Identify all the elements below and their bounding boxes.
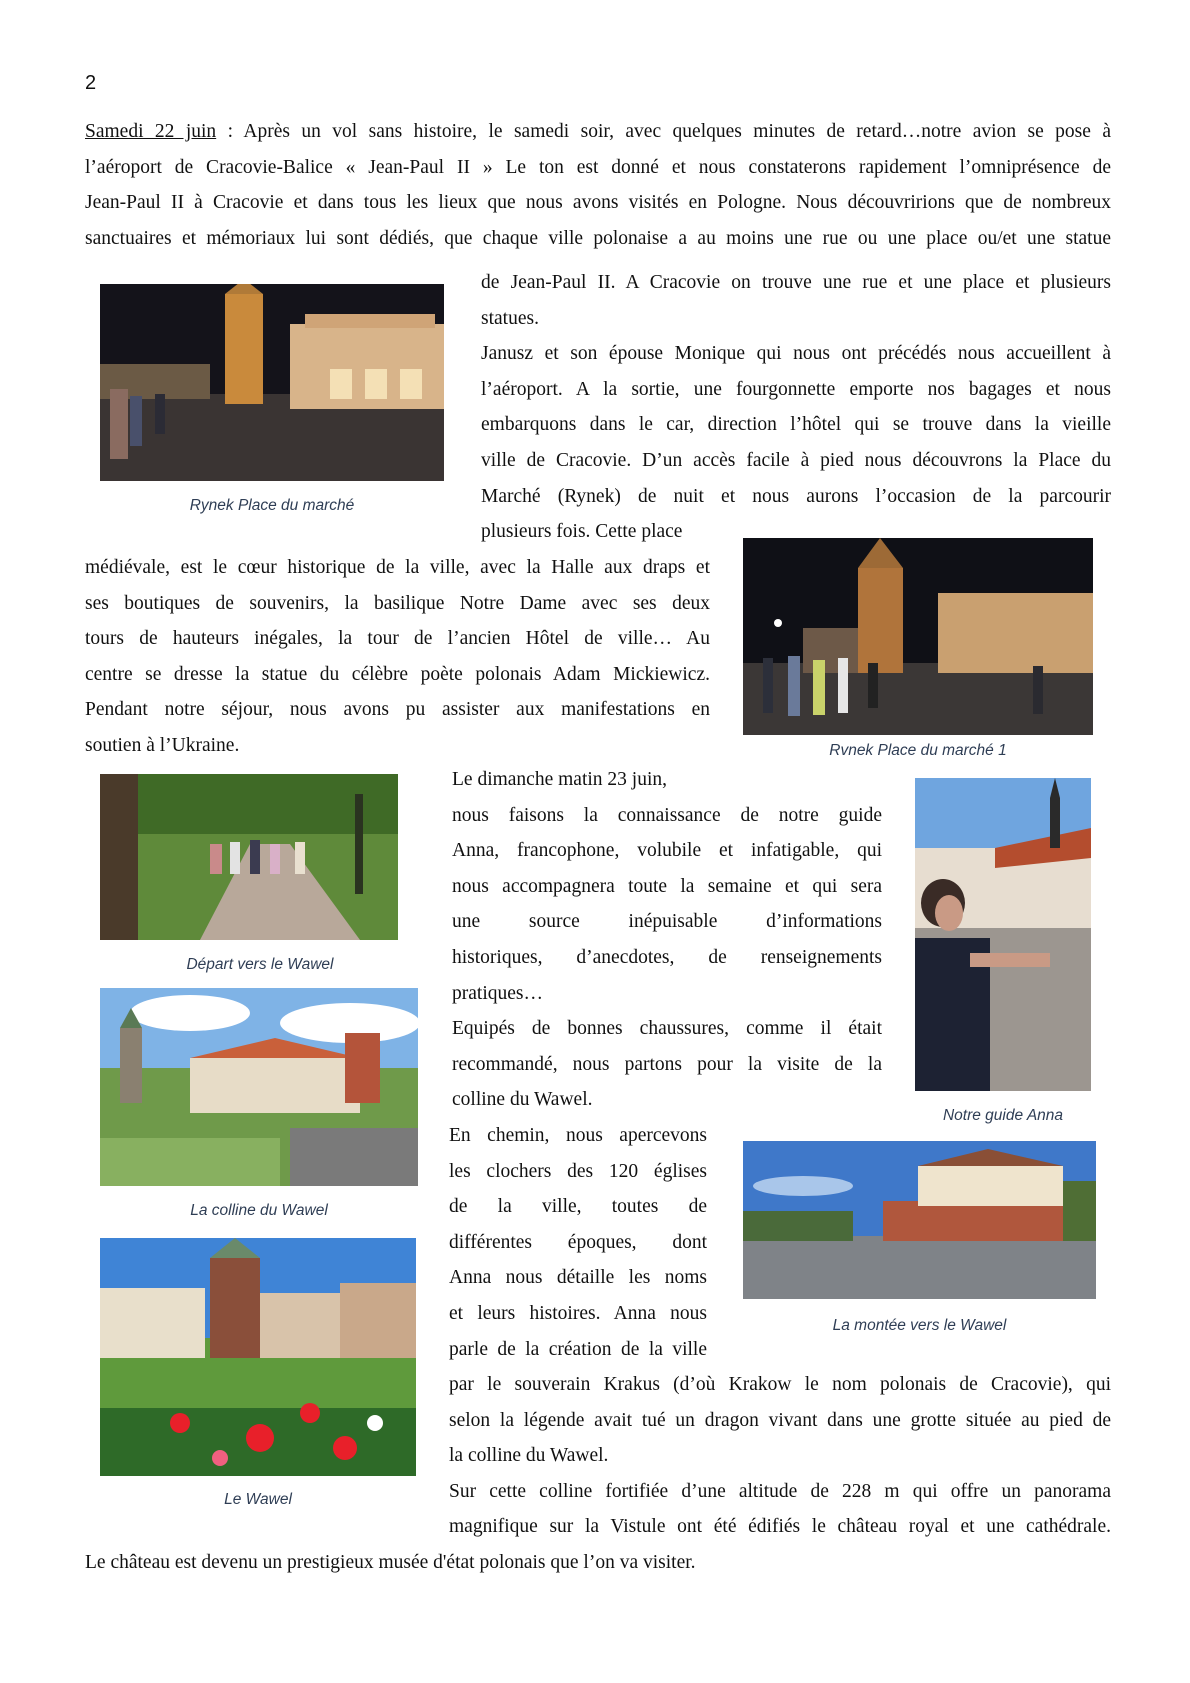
paragraph-arrival [85, 114, 1111, 256]
text-line: parle de la création de la ville [449, 1338, 707, 1360]
text-line: ses boutiques de souvenirs, la basilique Notre Dame avec ses deux [85, 592, 710, 614]
text-line: recommandé, nous partons pour la visite de la [452, 1053, 882, 1075]
text-line: Anna nous détaille les noms [449, 1267, 707, 1289]
text-line: de Jean-Paul II. A Cracovie on trouve une rue et une place et plusieurs [481, 272, 1111, 293]
text-line: Anna, francophone, volubile et infatigable, qui [452, 840, 882, 862]
text-line: colline du Wawel. [452, 1089, 593, 1111]
text-line: de la ville, toutes de [449, 1196, 707, 1218]
caption-depart: Départ vers le Wawel [186, 956, 334, 973]
text-line: la colline du Wawel. [449, 1445, 609, 1467]
text-line: Equipés de bonnes chaussures, comme il était [452, 1018, 882, 1040]
photo-le-wawel [100, 1238, 416, 1476]
text-line: statues. [481, 307, 539, 329]
text-line: plusieurs fois. Cette place [481, 521, 683, 543]
text-line: selon la légende avait tué un dragon vivant dans une grotte située au pied de [449, 1409, 1111, 1431]
text-line: et leurs histoires. Anna nous [449, 1302, 707, 1324]
caption-guide: Notre guide Anna [942, 1107, 1064, 1124]
paragraph-castle [85, 1545, 1111, 1581]
photo-rynek-night [100, 284, 444, 481]
paragraph-guide [452, 762, 882, 1118]
page-number: 2 [85, 72, 97, 94]
text-line: par le souverain Krakus (d’où Krakow le nom polonais de Cracovie), qui [449, 1374, 1111, 1395]
text-line: nous faisons la connaissance de notre guide [452, 804, 882, 826]
text-line: une source inépuisable d’informations [452, 911, 882, 933]
text-line: magnifique sur la Vistule ont été édifiés le château royal et une cathédrale. [449, 1516, 1111, 1538]
photo-montee-wawel [743, 1141, 1096, 1299]
paragraph-market-square [85, 550, 710, 764]
text-line: les clochers des 120 églises [449, 1160, 707, 1182]
text-line: Marché (Rynek) de nuit et nous aurons l’occasion de la parcourir [481, 485, 1111, 507]
photo-rynek-night-1 [743, 538, 1093, 735]
text-line: l’aéroport de Cracovie-Balice « Jean-Paul II » Le ton est donné et nous constaterons rapidement l’omniprésence de [85, 156, 1111, 178]
text-line: Janusz et son épouse Monique qui nous ont précédés nous accueillent à [481, 343, 1111, 365]
paragraph-welcome [481, 265, 1111, 550]
text-line: Le château est devenu un prestigieux musée d'état polonais que l’on va visiter. [85, 1552, 696, 1573]
photo-colline-wawel [100, 988, 418, 1186]
text-line: En chemin, nous apercevons [449, 1125, 707, 1146]
caption-colline: La colline du Wawel [190, 1202, 328, 1219]
text-line [85, 114, 1111, 150]
text-line: médiévale, est le cœur historique de la ville, avec la Halle aux draps et [85, 557, 710, 578]
text-line: l’aéroport. A la sortie, une fourgonnette emporte nos bagages et nous [481, 378, 1111, 400]
text-line: pratiques… [452, 982, 543, 1004]
text-line: nous accompagnera toute la semaine et qui sera [452, 875, 882, 897]
photo-guide-anna [915, 778, 1091, 1091]
text-line: Pendant notre séjour, nous avons pu assister aux manifestations en [85, 699, 710, 721]
text-line: Le dimanche matin 23 juin, [452, 769, 667, 790]
paragraph-krakus [449, 1367, 1111, 1545]
text-line: tours de hauteurs inégales, la tour de l’ancien Hôtel de ville… Au [85, 628, 710, 650]
text-line: Sur cette colline fortifiée d’une altitude de 228 m qui offre un panorama [449, 1480, 1111, 1502]
caption-rynek-1: Rvnek Place du marché 1 [829, 742, 1007, 759]
text-line: différentes époques, dont [449, 1231, 707, 1253]
text-line: soutien à l’Ukraine. [85, 734, 240, 756]
caption-rynek: Rynek Place du marché [189, 497, 355, 514]
caption-le-wawel: Le Wawel [224, 1491, 292, 1508]
text-line: ville de Cracovie. D’un accès facile à pied nous découvrons la Place du [481, 449, 1111, 471]
photo-depart-wawel [100, 774, 398, 940]
text-line: sanctuaires et mémoriaux lui sont dédiés, que chaque ville polonaise a au moins une rue ou une place ou/et une statue [85, 227, 1111, 249]
text-line: embarquons dans le car, direction l’hôtel qui se trouve dans la vieille [481, 414, 1111, 436]
text-line: centre se dresse la statue du célèbre poète polonais Adam Mickiewicz. [85, 663, 710, 685]
text-line: historiques, d’anecdotes, de renseignements [452, 946, 882, 968]
paragraph-churches [449, 1118, 707, 1367]
caption-montee: La montée vers le Wawel [832, 1317, 1007, 1334]
date-heading: Samedi 22 juin [85, 121, 217, 142]
text-line: Jean-Paul II à Cracovie et dans tous les lieux que nous avons visités en Pologne. Nous découvririons que de nombreux [85, 192, 1111, 214]
text-line-rest: : Après un vol sans histoire, le samedi soir, avec quelques minutes de retard…notre avion se pose à [216, 121, 1111, 142]
